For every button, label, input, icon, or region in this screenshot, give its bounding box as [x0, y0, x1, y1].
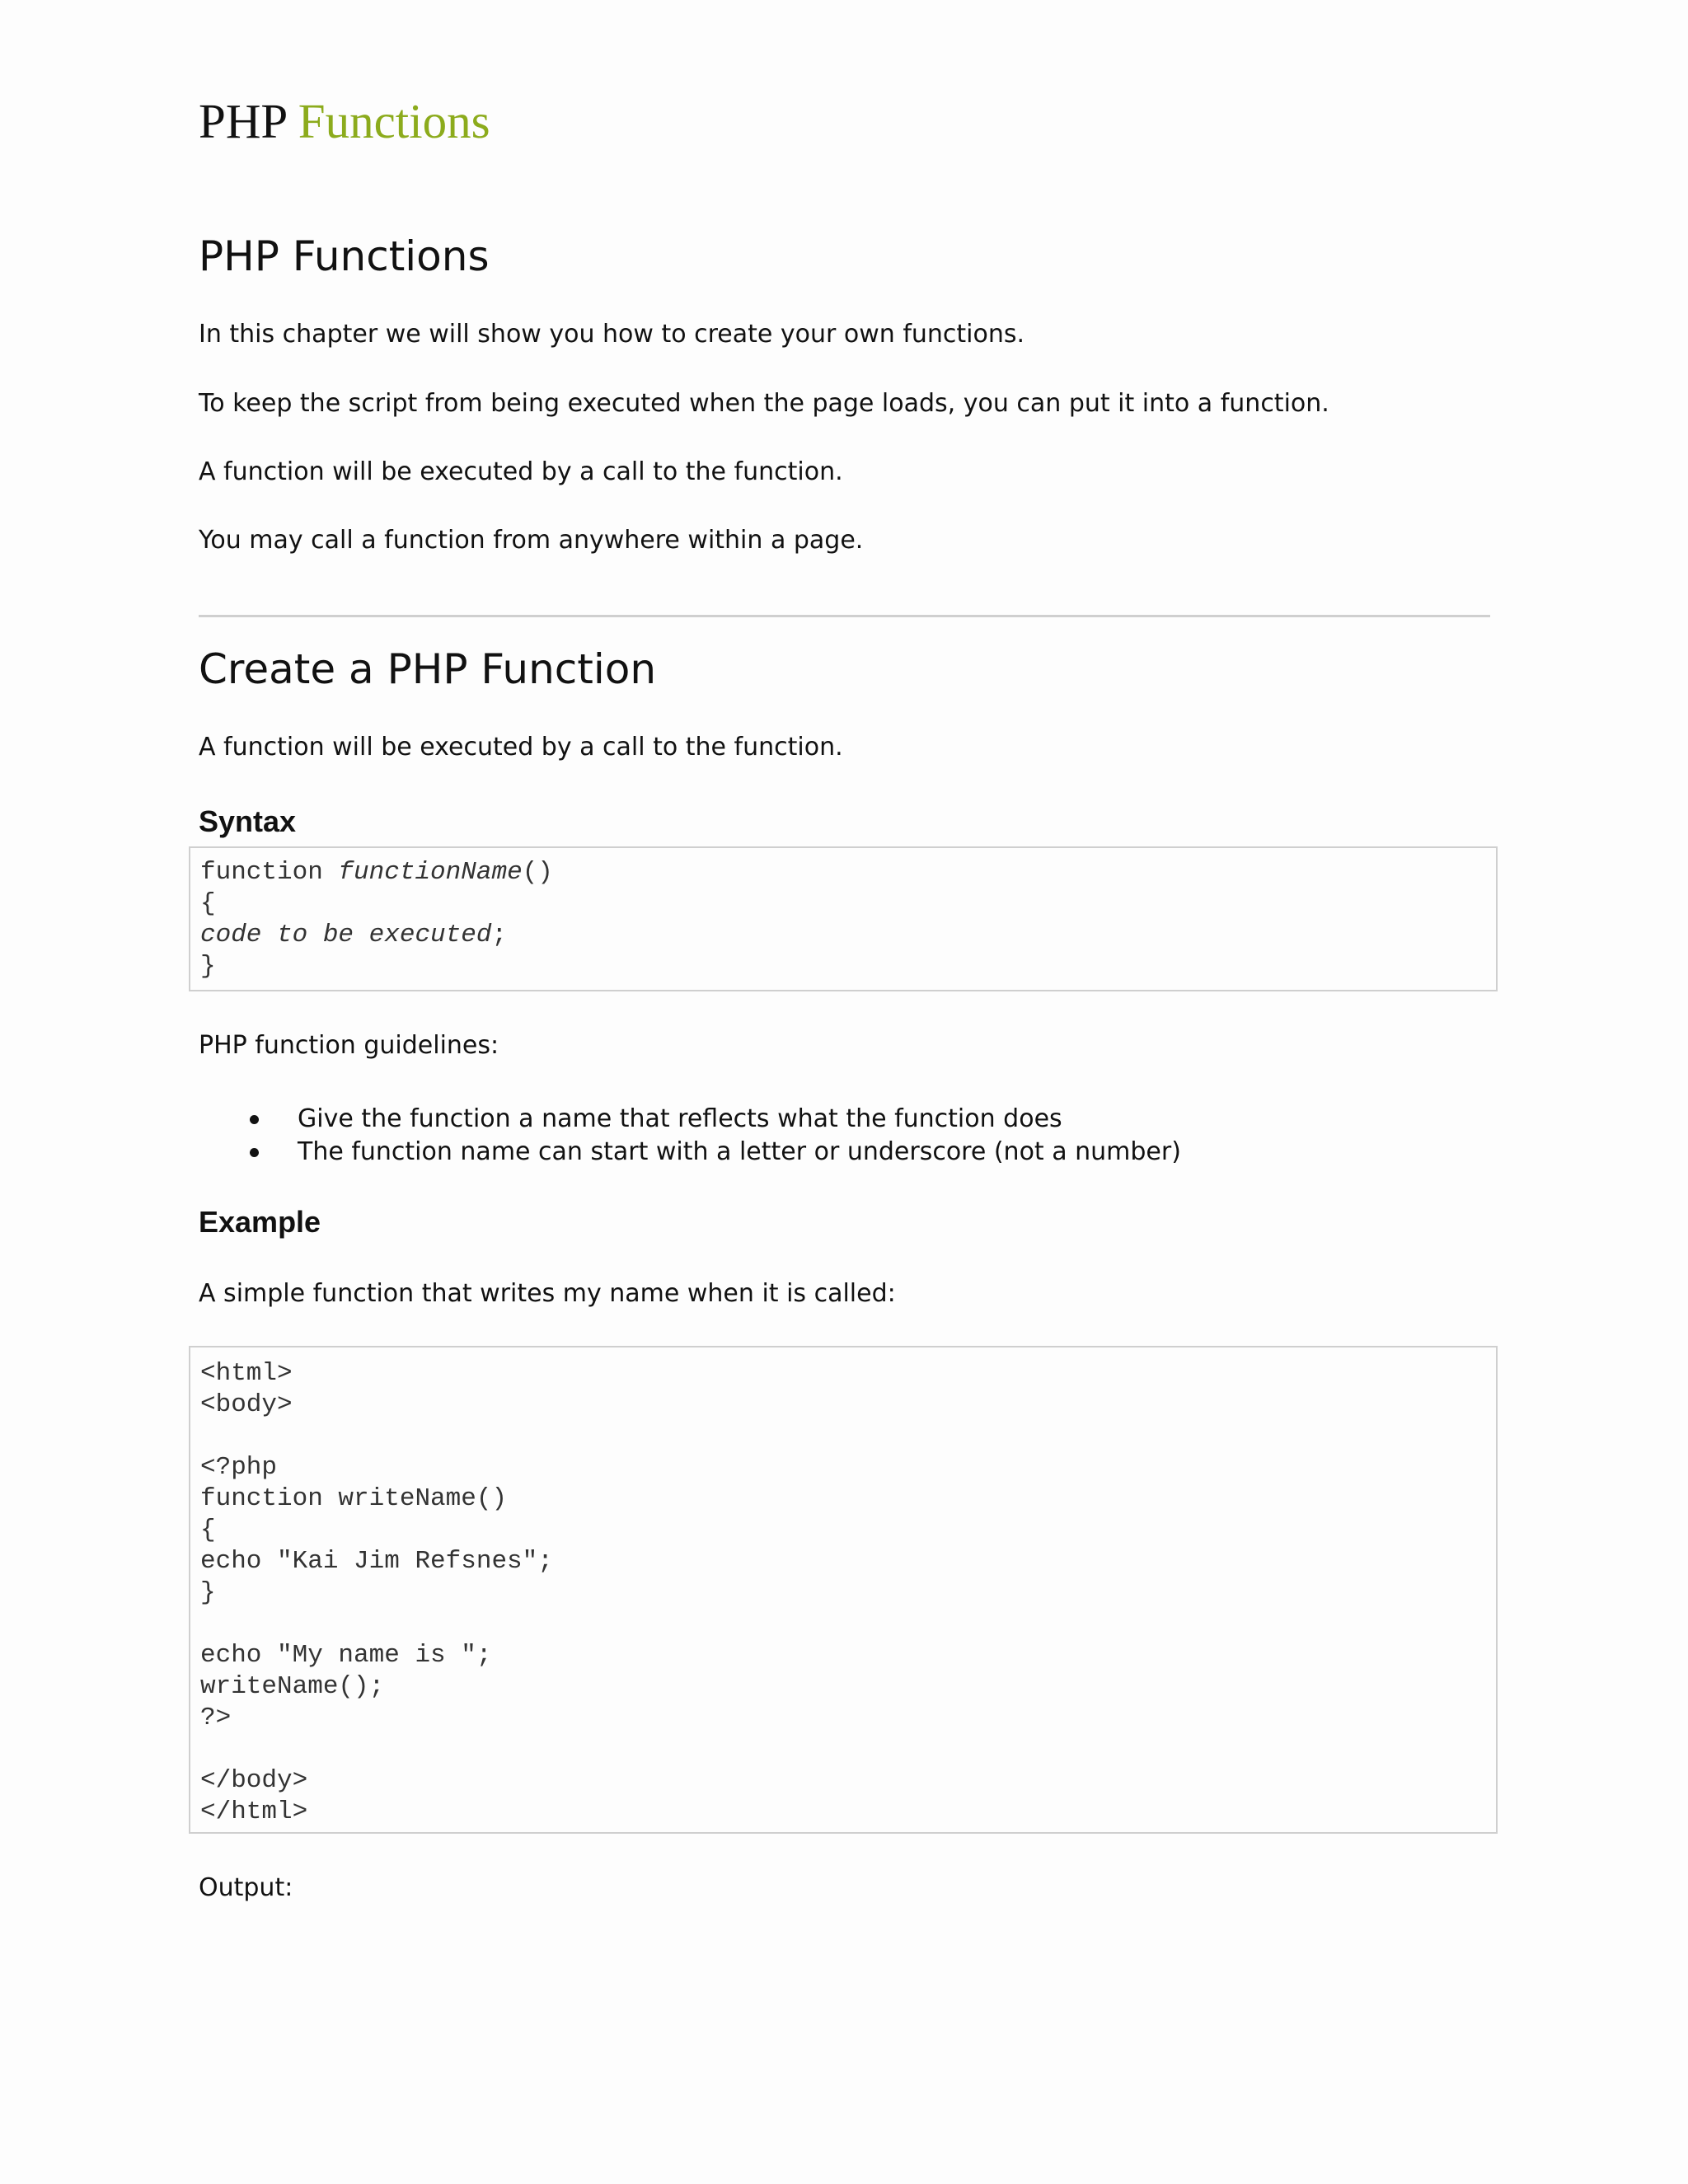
- code-line: writeName();: [200, 1672, 385, 1701]
- example-intro: A simple function that writes my name when it is called:: [199, 1279, 896, 1308]
- code-line: </body>: [200, 1766, 308, 1795]
- list-item: Give the function a name that reflects what the function does: [199, 1103, 1181, 1136]
- code-line: echo "My name is ";: [200, 1641, 492, 1670]
- intro-paragraph: In this chapter we will show you how to create your own functions.: [199, 320, 1025, 349]
- bullet-icon: [250, 1115, 259, 1124]
- bullet-icon: [250, 1148, 259, 1157]
- code-line: ?>: [200, 1704, 232, 1732]
- code-line: }: [200, 1578, 216, 1607]
- guidelines-label: PHP function guidelines:: [199, 1031, 499, 1060]
- section-heading-create-function: Create a PHP Function: [199, 645, 657, 693]
- section-heading-php-functions: PHP Functions: [199, 232, 490, 280]
- document-title-accent: Functions: [298, 94, 490, 148]
- code-line: <body>: [200, 1390, 293, 1419]
- syntax-heading: Syntax: [199, 804, 297, 838]
- output-label: Output:: [199, 1873, 293, 1902]
- code-line: {: [200, 1516, 216, 1544]
- paragraph: A function will be executed by a call to the function.: [199, 457, 843, 486]
- syntax-code-box: [189, 846, 1498, 991]
- paragraph: You may call a function from anywhere within a page.: [199, 526, 864, 555]
- code-line: echo "Kai Jim Refsnes";: [200, 1547, 553, 1576]
- section-divider: [199, 615, 1490, 617]
- code-line: function functionName(): [200, 858, 553, 887]
- document-title: [199, 94, 490, 148]
- guidelines-list: [199, 1103, 1181, 1169]
- code-line: code to be executed;: [200, 921, 508, 949]
- example-code-box: [189, 1346, 1498, 1834]
- paragraph: A function will be executed by a call to the function.: [199, 733, 843, 762]
- paragraph: To keep the script from being executed when the page loads, you can put it into a function.: [199, 389, 1329, 418]
- code-line: </html>: [200, 1797, 308, 1826]
- list-item: The function name can start with a letter or underscore (not a number): [199, 1136, 1181, 1169]
- code-line: }: [200, 952, 216, 981]
- code-line: <html>: [200, 1359, 293, 1388]
- code-line: <?php: [200, 1453, 278, 1482]
- document-title-prefix: PHP: [199, 94, 287, 148]
- code-line: {: [200, 889, 216, 918]
- example-heading: Example: [199, 1205, 321, 1239]
- code-line: function writeName(): [200, 1484, 508, 1513]
